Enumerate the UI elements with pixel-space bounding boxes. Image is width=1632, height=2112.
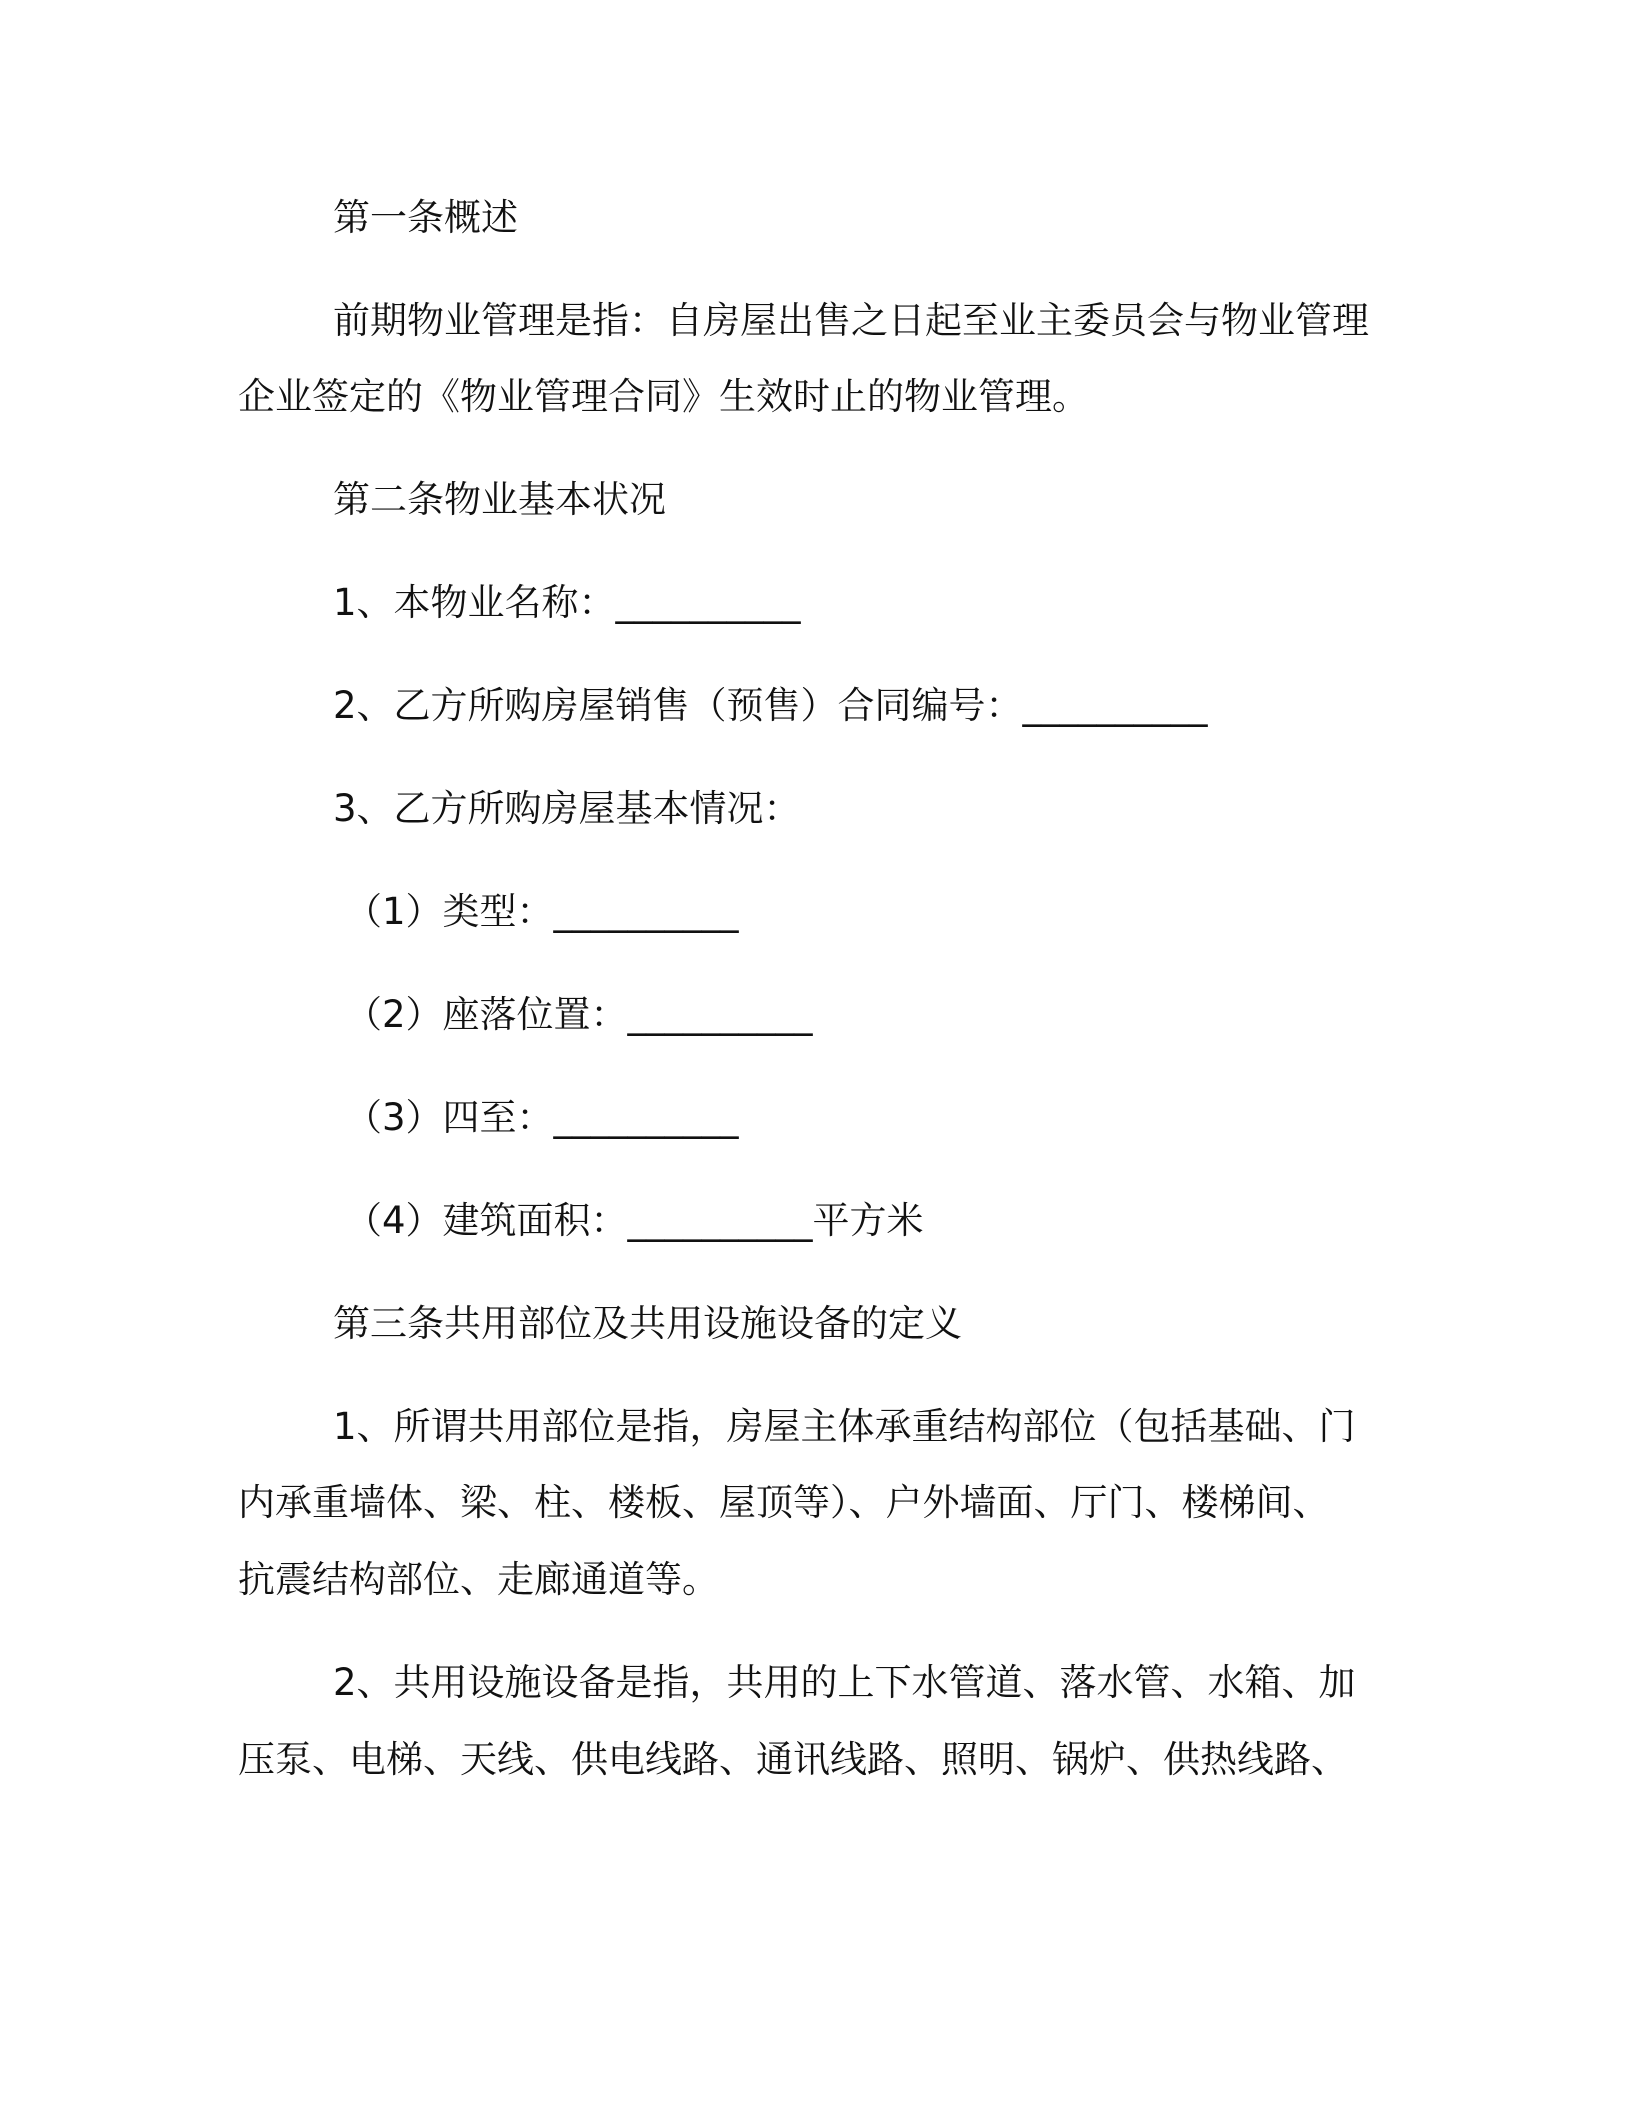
- common-parts-line-1: 1、所谓共用部位是指，房屋主体承重结构部位（包括基础、门: [333, 1405, 1356, 1448]
- house-type-item: （1）类型：__________: [345, 890, 739, 933]
- common-facilities-line-1: 2、共用设施设备是指，共用的上下水管道、落水管、水箱、加: [333, 1661, 1356, 1704]
- house-location-item: （2）座落位置：__________: [345, 993, 813, 1036]
- building-area-item: （4）建筑面积：__________平方米: [345, 1199, 924, 1242]
- article-2-heading: 第二条物业基本状况: [333, 478, 666, 521]
- common-facilities-line-2: 压泵、电梯、天线、供电线路、通讯线路、照明、锅炉、供热线路、: [238, 1738, 1348, 1781]
- article-1-paragraph-line-2: 企业签定的《物业管理合同》生效时止的物业管理。: [238, 375, 1089, 418]
- article-1-heading: 第一条概述: [333, 196, 518, 239]
- article-1-paragraph-line-1: 前期物业管理是指：自房屋出售之日起至业主委员会与物业管理: [333, 299, 1369, 342]
- contract-number-item: 2、乙方所购房屋销售（预售）合同编号：__________: [333, 684, 1208, 727]
- article-3-heading: 第三条共用部位及共用设施设备的定义: [333, 1302, 962, 1345]
- house-boundaries-item: （3）四至：__________: [345, 1096, 739, 1139]
- property-name-item: 1、本物业名称：__________: [333, 581, 801, 624]
- house-basic-info-item: 3、乙方所购房屋基本情况：: [333, 787, 801, 830]
- common-parts-line-2: 内承重墙体、梁、柱、楼板、屋顶等）、户外墙面、厅门、楼梯间、: [238, 1481, 1330, 1524]
- common-parts-line-3: 抗震结构部位、走廊通道等。: [238, 1558, 719, 1601]
